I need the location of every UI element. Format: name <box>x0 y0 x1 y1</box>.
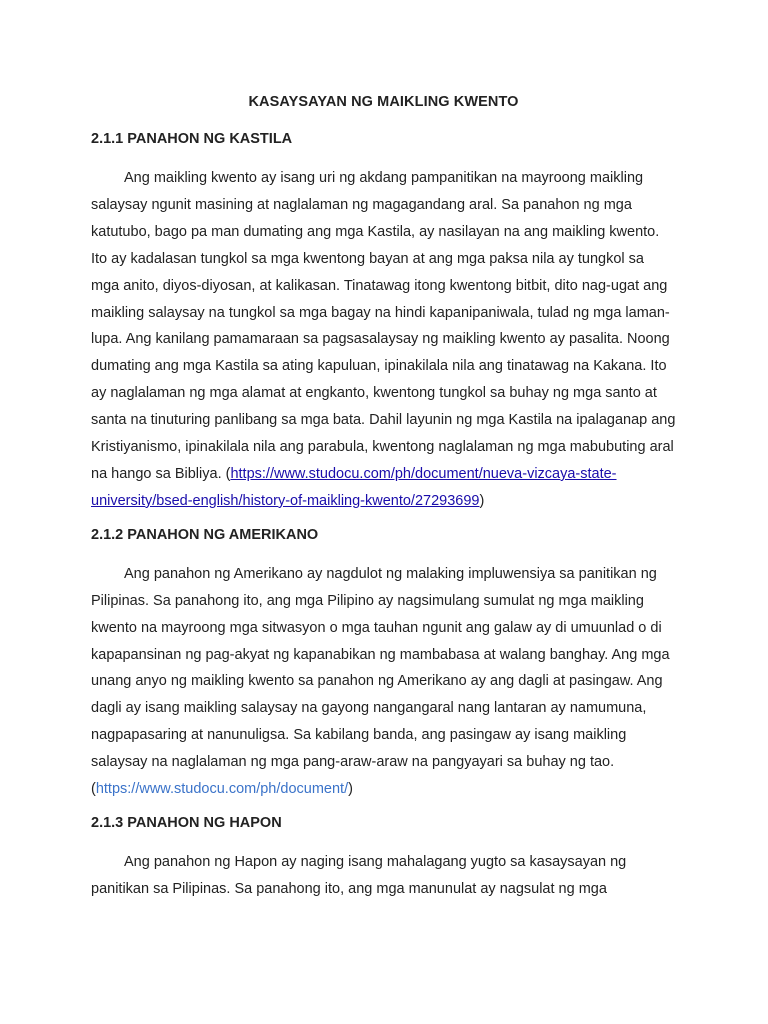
link-close-paren: ) <box>479 492 485 509</box>
document-title: KASAYSAYAN NG MAIKLING KWENTO <box>248 94 519 110</box>
link-open-paren: ( <box>225 465 231 482</box>
paragraph-text: Ang maikling kwento ay isang uri ng akdang pampanitikan na mayroong maikling salaysay ngunit masining at naglalaman ng magagandang aral. Sa panahon ng mga katutubo, bago pa man dumating ang mga Kastila, ay nasilayan na ang maikling kwento. Ito ay kadalasan tungkol sa mga kwentong bayan at ang mga paksa nila ay tungkol sa mga anito, diyos-diyosan, at kalikasan. Tinatawag itong kwentong bitbit, dito nag-ugat ang maikling salaysay na tungkol sa mga bagay na hindi kapanipaniwala, tulad ng mga laman-lupa. Ang kanilang pamamaraan sa pagsasalaysay ng maikling kwento ay pasalita. Noong dumating ang mga Kastila sa ating kapuluan, ipinakilala nila ang tinatawag na Kakana. Ito ay naglalaman ng mga alamat at engkanto, kwentong tungkol sa buhay ng mga santo at santa na tinuturing panlibang sa mga bata. Dahil layunin ng mga Kastila na ipalaganap ang Kristiyanismo, ipinakilala nila ang parabula, kwentong naglalaman ng mga mabubuting aral na hango sa Bibliya. <box>91 170 676 482</box>
section-paragraph-amerikano <box>91 561 676 803</box>
section-heading-kastila: 2.1.1 PANAHON NG KASTILA <box>91 131 293 147</box>
section-paragraph-hapon <box>91 849 676 903</box>
section-heading-amerikano: 2.1.2 PANAHON NG AMERIKANO <box>91 526 319 543</box>
document-page <box>91 92 676 913</box>
studocu-reference-link[interactable]: https://www.studocu.com/ph/document/nueva-vizcaya-state-university/bsed-english/history-of-maikling-kwento/27293699 <box>91 465 617 509</box>
paragraph-text: Ang panahon ng Amerikano ay nagdulot ng malaking impluwensiya sa panitikan ng Pilipinas. Sa panahong ito, ang mga Pilipino ay nagsimulang sumulat ng mga maikling kwento na mayroong mga sitwasyon o mga tauhan ngunit ang galaw ay di umuunlad o di kapapansinan ng pag-akyat ng kapanabikan ng mambabasa at walang banghay. Ang mga unang anyo ng maikling kwento sa panahon ng Amerikano ay ang dagli at pasingaw. Ang dagli ay isang maikling salaysay na gayong nangangaral nang lantaran ay namumuna, nagpapasaring at nanunuligsa. Sa kabilang banda, ang pasingaw ay isang maikling salaysay na naglalaman ng mga pang-araw-araw na pangyayari sa buhay ng tao. ( <box>91 565 670 798</box>
studocu-document-link[interactable]: https://www.studocu.com/ph/document/ <box>95 781 349 798</box>
link-close-paren: ) <box>348 781 353 798</box>
paragraph-text: Ang panahon ng Hapon ay naging isang mahalagang yugto sa kasaysayan ng panitikan sa Pilipinas. Sa panahong ito, ang mga manunulat ay nagsulat ng mga <box>91 853 627 897</box>
section-heading-hapon: 2.1.3 PANAHON NG HAPON <box>91 814 282 831</box>
section-paragraph-kastila <box>91 165 676 515</box>
